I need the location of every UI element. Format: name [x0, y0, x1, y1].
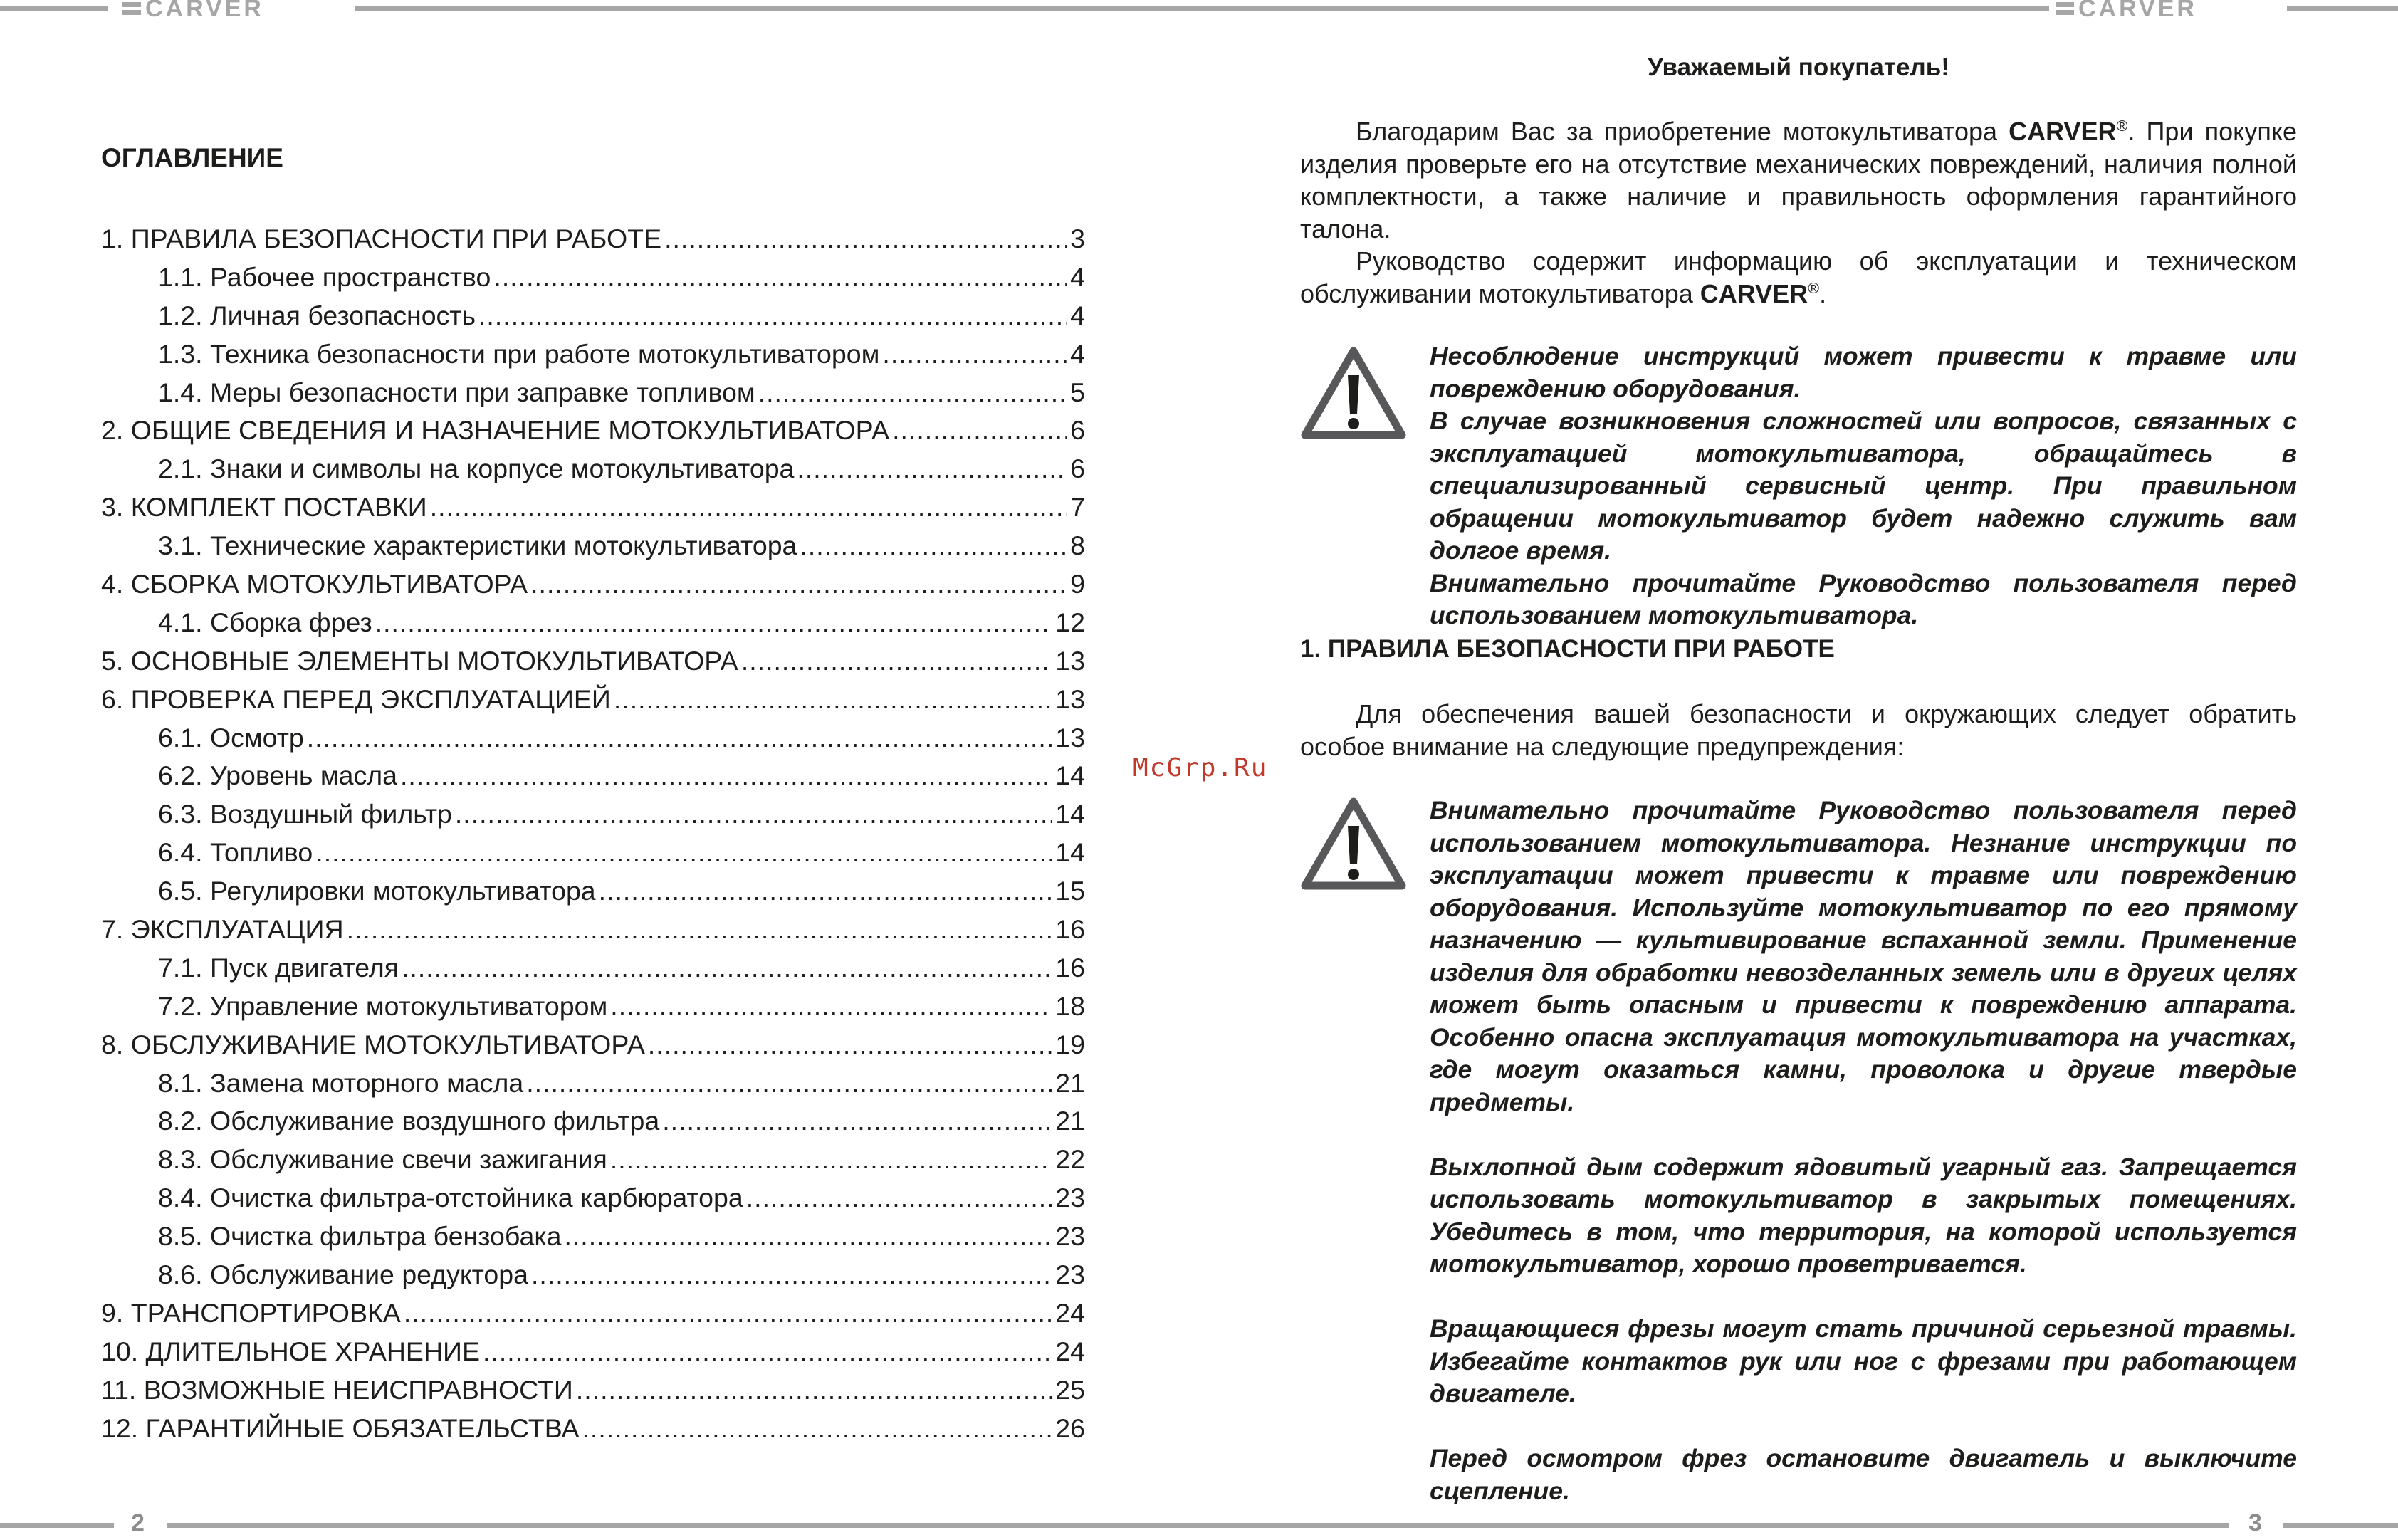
- toc-entry-title: 10. ДЛИТЕЛЬНОЕ ХРАНЕНИЕ: [101, 1336, 480, 1366]
- toc-entry-page: 6: [1070, 415, 1085, 446]
- toc-entry: [101, 642, 1085, 681]
- toc-entry: [101, 1371, 1085, 1410]
- toc-entry-title: 6.3. Воздушный фильтр: [158, 799, 452, 829]
- warning-paragraph: Внимательно прочитайте Руководство пользователя перед использованием мотокультиватора. Незнание инструкции по эксплуатации может привести к травме или повреждению оборудования. Используйте мотокультиватор по его прямому назначению — культивирование вспаханной земли. Применение изделия для обработки невозделанных земель или в других целях может быть опасным и привести к повреждению аппарата. Особенно опасна эксплуатация мотокультиватора на участках, где могут оказаться камни, проволока и другие твердые предметы.: [1430, 796, 2297, 1116]
- toc-entry-page: 14: [1055, 837, 1085, 868]
- toc-entry-title: 1.3. Техника безопасности при работе мотокультиватором: [158, 338, 880, 369]
- toc-entry-title: 2. ОБЩИЕ СВЕДЕНИЯ И НАЗНАЧЕНИЕ МОТОКУЛЬТИВАТОРА: [101, 415, 890, 446]
- brand-name: CARVER: [1700, 278, 1808, 308]
- toc-entry-page: 19: [1055, 1029, 1085, 1059]
- toc-leader-dots: [882, 335, 1067, 374]
- toc-entry-title: 4. СБОРКА МОТОКУЛЬТИВАТОРА: [101, 569, 528, 599]
- toc-entry: [101, 335, 1085, 374]
- warning-block-1: Несоблюдение инструкций может привести к травме или повреждению оборудования. В случае возникновения сложностей или вопросов, связанных с эксплуатацией мотокультиватора, обращайтесь в специализированный сервисный центр. При правильном обращении мотокультиватор будет надежно служить вам долгое время. Внимательно прочитайте Руководство пользователя перед использованием мотокультиватора.: [1430, 342, 2297, 629]
- toc-leader-dots: [800, 527, 1067, 565]
- toc-entry-title: 6.5. Регулировки мотокультиватора: [158, 876, 596, 906]
- toc-leader-dots: [402, 949, 1052, 988]
- toc-leader-dots: [582, 1410, 1052, 1448]
- toc-entry-page: 14: [1055, 799, 1085, 829]
- toc-entry-page: 13: [1055, 683, 1085, 714]
- toc-entry: [101, 911, 1085, 949]
- toc-leader-dots: [746, 1179, 1053, 1217]
- warning-triangle-icon: [1300, 796, 1407, 891]
- toc-entry-title: 8.3. Обслуживание свечи зажигания: [158, 1144, 607, 1175]
- toc-entry: [101, 834, 1085, 872]
- warning-triangle-icon: [1300, 345, 1407, 441]
- toc-leader-dots: [478, 297, 1067, 335]
- footer-rule-right: [2283, 1523, 2398, 1528]
- toc-entry-page: 13: [1055, 722, 1085, 753]
- toc-entry-page: 12: [1055, 607, 1085, 637]
- toc-entry-page: 5: [1070, 377, 1085, 407]
- toc-entry-title: 6. ПРОВЕРКА ПЕРЕД ЭКСПЛУАТАЦИЕЙ: [101, 683, 611, 714]
- toc-entry: [101, 1256, 1085, 1294]
- toc-entry: [101, 450, 1085, 488]
- toc-entry-title: 6.4. Топливо: [158, 837, 313, 868]
- toc-entry-title: 8. ОБСЛУЖИВАНИЕ МОТОКУЛЬТИВАТОРА: [101, 1029, 645, 1059]
- toc-entry-title: 3.1. Технические характеристики мотокультиватора: [158, 530, 797, 561]
- toc-leader-dots: [315, 834, 1052, 872]
- toc-entry-title: 8.4. Очистка фильтра-отстойника карбюратора: [158, 1183, 743, 1213]
- toc-entry-title: 1.2. Личная безопасность: [158, 300, 476, 330]
- toc-entry-title: 11. ВОЗМОЖНЫЕ НЕИСПРАВНОСТИ: [101, 1374, 573, 1405]
- carver-logo-right: [2056, 0, 2197, 21]
- header-rule-left-a: [0, 6, 108, 11]
- carver-logo-text: CARVER: [2078, 0, 2197, 22]
- toc-entry-title: 6.1. Осмотр: [158, 722, 304, 753]
- toc-entry-title: 4.1. Сборка фрез: [158, 607, 372, 637]
- toc-entry-title: 1. ПРАВИЛА БЕЗОПАСНОСТИ ПРИ РАБОТЕ: [101, 224, 662, 253]
- toc-entry-page: 23: [1055, 1259, 1085, 1290]
- toc-entry-page: 24: [1055, 1297, 1085, 1328]
- toc-entry-page: 15: [1055, 876, 1085, 906]
- toc-entry-page: 13: [1055, 645, 1085, 676]
- toc-entry-title: 1.1. Рабочее пространство: [158, 261, 491, 292]
- toc-entry-title: 8.6. Обслуживание редуктора: [158, 1259, 528, 1290]
- toc-entry-page: 9: [1070, 569, 1085, 599]
- table-of-contents: [101, 220, 1085, 1448]
- toc-entry-title: 5. ОСНОВНЫЕ ЭЛЕМЕНТЫ МОТОКУЛЬТИВАТОРА: [101, 645, 738, 676]
- toc-entry-page: 21: [1055, 1067, 1085, 1098]
- toc-leader-dots: [797, 450, 1067, 488]
- toc-entry-page: 4: [1070, 300, 1085, 330]
- carver-logo-mark-icon: [2056, 1, 2074, 16]
- toc-entry-page: 4: [1070, 338, 1085, 369]
- toc-leader-dots: [648, 1026, 1052, 1064]
- toc-leader-dots: [307, 719, 1053, 758]
- header-rule-right: [2287, 6, 2398, 11]
- toc-entry-title: 3. КОМПЛЕКТ ПОСТАВКИ: [101, 492, 427, 523]
- toc-leader-dots: [531, 1256, 1052, 1294]
- toc-entry: [101, 1217, 1085, 1256]
- warning-paragraph: Выхлопной дым содержит ядовитый угарный газ. Запрещается использовать мотокультиватор в закрытых помещениях. Убедитесь в том, что территория, на которой используется мотокультиватор, хорошо проветривается.: [1430, 1152, 2297, 1278]
- toc-leader-dots: [375, 604, 1053, 642]
- toc-entry-page: 14: [1055, 760, 1085, 791]
- toc-entry: [101, 1064, 1085, 1103]
- toc-entry: [101, 795, 1085, 834]
- intro-paragraph-1: Благодарим Вас за приобретение мотокультиватора CARVER®. При покупке изделия проверьте его на отсутствие механических повреждений, наличия полной комплектности, а также наличие и правильность оформления гарантийного талона.: [1300, 117, 2297, 243]
- toc-leader-dots: [526, 1064, 1052, 1103]
- toc-entry-title: 1.4. Меры безопасности при заправке топливом: [158, 377, 755, 407]
- toc-entry: [101, 757, 1085, 795]
- carver-logo-left: [122, 0, 264, 21]
- toc-entry-page: 22: [1055, 1144, 1085, 1175]
- toc-entry-title: 9. ТРАНСПОРТИРОВКА: [101, 1297, 401, 1328]
- page-number-right: 3: [2248, 1509, 2262, 1536]
- carver-logo-text: CARVER: [145, 0, 264, 22]
- toc-entry-page: 21: [1055, 1106, 1085, 1136]
- toc-leader-dots: [430, 488, 1067, 527]
- toc-entry: [101, 1026, 1085, 1064]
- toc-entry-title: 2.1. Знаки и символы на корпусе мотокультиватора: [158, 454, 795, 484]
- toc-leader-dots: [493, 258, 1067, 297]
- footer-rule-left-a: [0, 1523, 114, 1528]
- toc-entry: [101, 297, 1085, 335]
- toc-entry: [101, 488, 1085, 527]
- toc-leader-dots: [662, 1102, 1052, 1141]
- toc-entry-page: 25: [1055, 1374, 1085, 1405]
- warning-paragraph: Вращающиеся фрезы могут стать причиной серьезной травмы. Избегайте контактов рук или ног с фрезами при работающем двигателе.: [1430, 1314, 2297, 1408]
- toc-leader-dots: [614, 681, 1052, 719]
- toc-entry-page: 26: [1055, 1413, 1085, 1443]
- toc-leader-dots: [530, 565, 1067, 604]
- intro-paragraph-2: Руководство содержит информацию об эксплуатации и техническом обслуживании мотокультиватора CARVER®.: [1300, 246, 2297, 308]
- toc-entry-page: 23: [1055, 1183, 1085, 1213]
- toc-entry: [101, 412, 1085, 450]
- toc-entry: [101, 872, 1085, 911]
- toc-entry-title: 8.5. Очистка фильтра бензобака: [158, 1221, 562, 1252]
- toc-entry-page: 4: [1070, 261, 1085, 292]
- toc-entry-title: 6.2. Уровень масла: [158, 760, 397, 791]
- toc-entry-page: 16: [1055, 914, 1085, 945]
- carver-logo-mark-icon: [122, 1, 141, 16]
- toc-entry-page: 18: [1055, 990, 1085, 1021]
- toc-leader-dots: [483, 1333, 1052, 1371]
- toc-leader-dots: [610, 988, 1052, 1026]
- toc-entry: [101, 258, 1085, 297]
- toc-leader-dots: [404, 1294, 1052, 1333]
- section-intro-paragraph: Для обеспечения вашей безопасности и окружающих следует обратить особое внимание на следующие предупреждения:: [1300, 699, 2297, 761]
- toc-leader-dots: [400, 757, 1052, 795]
- page-number-left: 2: [131, 1509, 145, 1536]
- toc-entry-title: 8.1. Замена моторного масла: [158, 1067, 524, 1098]
- toc-entry-page: 23: [1055, 1221, 1085, 1252]
- toc-leader-dots: [892, 412, 1067, 450]
- brand-name: CARVER: [2009, 117, 2117, 146]
- toc-entry-page: 6: [1070, 454, 1085, 484]
- toc-leader-dots: [610, 1141, 1052, 1179]
- toc-entry: [101, 565, 1085, 604]
- toc-entry-title: 8.2. Обслуживание воздушного фильтра: [158, 1106, 660, 1136]
- toc-leader-dots: [455, 795, 1052, 834]
- toc-entry-title: 12. ГАРАНТИЙНЫЕ ОБЯЗАТЕЛЬСТВА: [101, 1413, 580, 1443]
- toc-entry-page: 16: [1055, 952, 1085, 983]
- header-rule-left-b: [355, 6, 2049, 11]
- toc-entry: [101, 1102, 1085, 1141]
- toc-leader-dots: [664, 220, 1067, 258]
- warning-paragraph: Перед осмотром фрез остановите двигатель и выключите сцепление.: [1430, 1444, 2297, 1505]
- greeting-heading: Уважаемый покупатель!: [1648, 53, 1949, 81]
- toc-leader-dots: [564, 1217, 1052, 1256]
- toc-entry: [101, 527, 1085, 565]
- toc-entry: [101, 681, 1085, 719]
- toc-entry-page: 8: [1070, 530, 1085, 561]
- toc-entry-title: 7.2. Управление мотокультиватором: [158, 990, 608, 1021]
- toc-entry-page: 3: [1070, 224, 1085, 253]
- toc-leader-dots: [741, 642, 1052, 681]
- toc-entry-title: 7.1. Пуск двигателя: [158, 952, 399, 983]
- toc-entry-page: 7: [1070, 492, 1085, 523]
- toc-entry: [101, 1294, 1085, 1333]
- toc-entry: [101, 949, 1085, 988]
- toc-leader-dots: [347, 911, 1053, 949]
- toc-leader-dots: [576, 1371, 1052, 1410]
- section-heading-safety: 1. ПРАВИЛА БЕЗОПАСНОСТИ ПРИ РАБОТЕ: [1300, 635, 1835, 663]
- toc-entry-title: 7. ЭКСПЛУАТАЦИЯ: [101, 914, 344, 945]
- toc-entry: [101, 1410, 1085, 1448]
- toc-title: ОГЛАВЛЕНИЕ: [101, 143, 283, 172]
- toc-entry: [101, 1179, 1085, 1217]
- toc-leader-dots: [599, 872, 1053, 911]
- toc-entry: [101, 988, 1085, 1026]
- warning-block-2: [1430, 795, 2297, 1507]
- toc-entry: [101, 1141, 1085, 1179]
- footer-rule-middle: [167, 1523, 2229, 1528]
- toc-entry: [101, 374, 1085, 412]
- toc-entry-page: 24: [1055, 1336, 1085, 1366]
- toc-entry: [101, 1333, 1085, 1371]
- toc-entry: [101, 220, 1085, 258]
- toc-entry: [101, 719, 1085, 758]
- toc-leader-dots: [758, 374, 1067, 412]
- toc-entry: [101, 604, 1085, 642]
- watermark: McGrp.Ru: [1133, 753, 1268, 782]
